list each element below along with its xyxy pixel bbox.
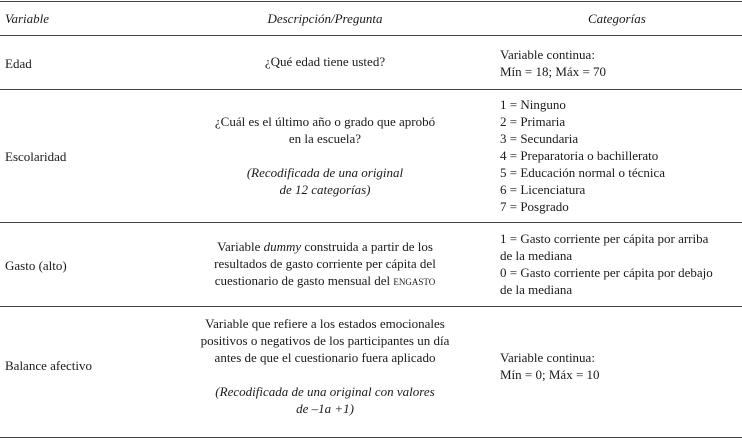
row-rule xyxy=(0,306,742,307)
description-line: cuestionario de gasto mensual del engasto xyxy=(214,273,436,288)
header-rule xyxy=(0,35,742,36)
header-variable: Variable xyxy=(5,11,50,26)
row-gasto-categories xyxy=(500,230,740,298)
category-line: Mín = 0; Máx = 10 xyxy=(500,367,600,382)
category-line: 6 = Licenciatura xyxy=(500,182,586,197)
row-balance-categories xyxy=(500,349,740,383)
category-line: Mín = 18; Máx = 70 xyxy=(500,64,607,79)
recode-note: (Recodificada de una original xyxy=(246,165,404,180)
row-gasto-variable: Gasto (alto) xyxy=(5,258,67,273)
row-edad-description: ¿Qué edad tiene usted? xyxy=(264,54,386,69)
description-line: resultados de gasto corriente per cápita del xyxy=(214,256,436,271)
dummy-term: dummy xyxy=(263,239,302,254)
row-edad-categories xyxy=(500,46,740,80)
category-line: 5 = Educación normal o técnica xyxy=(500,165,666,180)
category-line: 0 = Gasto corriente per cápita por debajo xyxy=(500,265,713,280)
category-line: Variable continua: xyxy=(500,47,595,62)
description-line: en la escuela? xyxy=(288,131,362,146)
category-line: de la mediana xyxy=(500,248,573,263)
header-categories: Categorías xyxy=(588,11,646,26)
row-balance-description xyxy=(185,315,465,417)
row-escolaridad-categories xyxy=(500,96,740,215)
row-rule xyxy=(0,222,742,223)
row-escolaridad-description xyxy=(190,113,460,198)
engasto-acronym: engasto xyxy=(393,273,436,288)
recode-note: de –1a +1) xyxy=(296,401,354,416)
bottom-rule xyxy=(0,437,742,438)
category-line: 7 = Posgrado xyxy=(500,199,569,214)
description-line: positivos o negativos de los participantes un día xyxy=(200,333,450,348)
recode-note: (Recodificada de una original con valores xyxy=(215,384,435,399)
description-line: Variable dummy construida a partir de los xyxy=(217,239,433,254)
row-edad-variable: Edad xyxy=(5,56,32,71)
row-rule xyxy=(0,89,742,90)
category-line: 1 = Gasto corriente per cápita por arriba xyxy=(500,231,709,246)
row-balance-variable: Balance afectivo xyxy=(5,358,92,373)
top-rule xyxy=(0,1,742,2)
recode-note: de 12 categorías) xyxy=(279,182,371,197)
category-line: 2 = Primaria xyxy=(500,114,566,129)
row-escolaridad-variable: Escolaridad xyxy=(5,149,67,164)
header-description: Descripción/Pregunta xyxy=(267,11,383,26)
category-line: 3 = Secundaria xyxy=(500,131,579,146)
category-line: Variable continua: xyxy=(500,350,595,365)
category-line: 4 = Preparatoria o bachillerato xyxy=(500,148,659,163)
category-line: de la mediana xyxy=(500,282,573,297)
description-line: Variable que refiere a los estados emocionales xyxy=(205,316,445,331)
category-line: 1 = Ninguno xyxy=(500,97,566,112)
description-line: ¿Cuál es el último año o grado que aprobó xyxy=(214,114,436,129)
row-gasto-description xyxy=(190,238,460,289)
description-line: antes de que el cuestionario fuera aplicado xyxy=(214,350,436,365)
